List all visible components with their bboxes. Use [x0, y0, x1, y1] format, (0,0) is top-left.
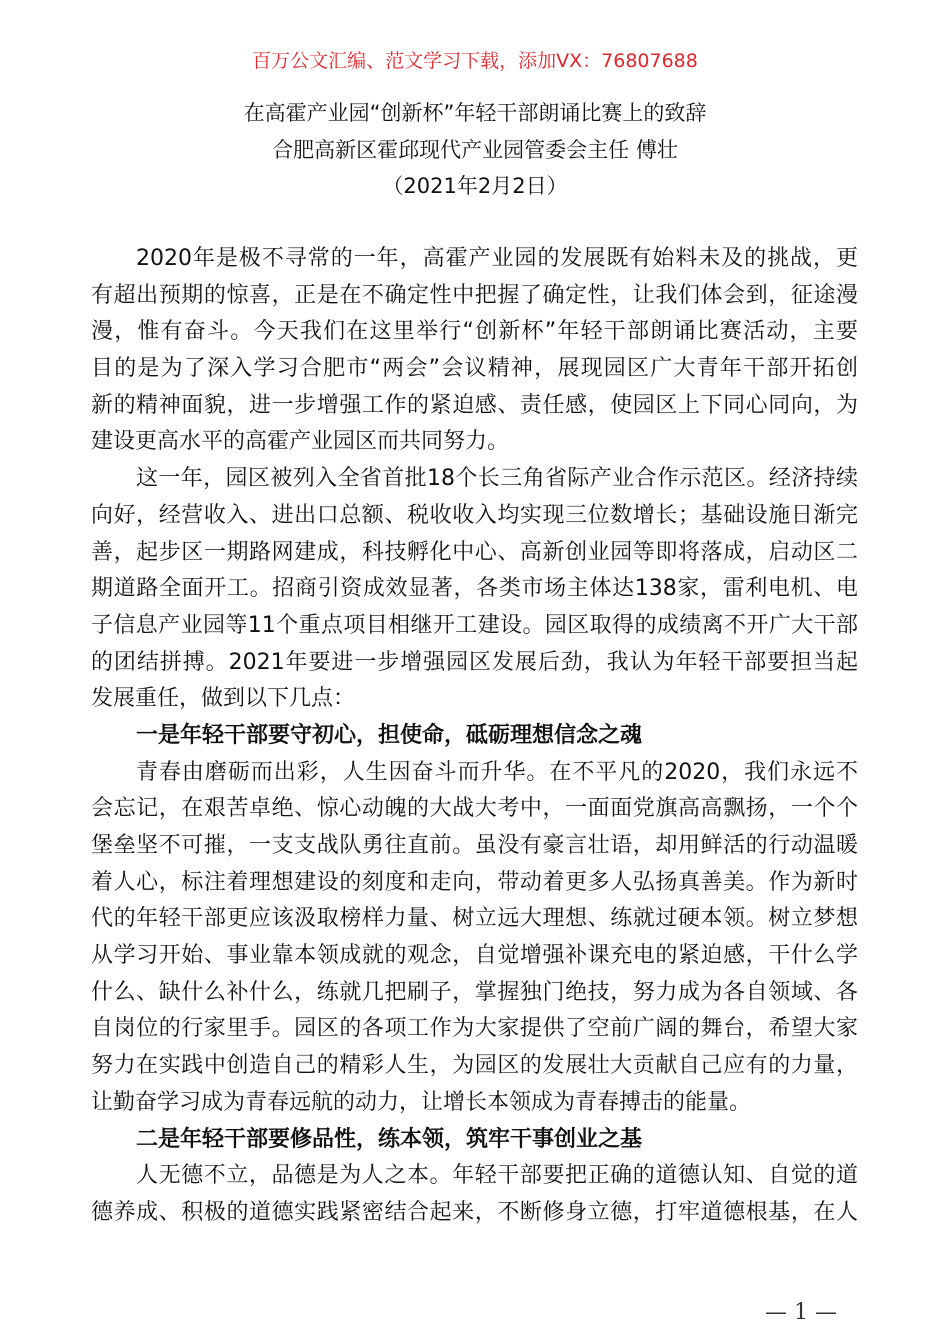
text-line: 建设更高水平的高霍产业园区而共同努力。 [91, 429, 510, 455]
text-line: 着人心，标注着理想建设的刻度和走向，带动着更多人弘扬真善美。作为新时 [91, 869, 858, 895]
document-body [91, 241, 858, 1232]
text-line: 什么、缺什么补什么，练就几把刷子，掌握独门绝技，努力成为各自领域、各 [91, 979, 858, 1005]
text-line: 德养成、积极的道德实践紧密结合起来，不断修身立德，打牢道德根基，在人 [91, 1199, 858, 1225]
paragraph [91, 241, 858, 461]
paragraph [91, 1158, 858, 1231]
document-author: 合肥高新区霍邱现代产业园管委会主任 傅壮 [272, 138, 678, 162]
paragraph [91, 461, 858, 718]
watermark-banner: 百万公文汇编、范文学习下载，添加VX：76807688 [252, 50, 698, 72]
text-line: 从学习开始、事业靠本领成就的观念，自觉增强补课充电的紧迫感，干什么学 [91, 943, 858, 969]
paragraph [91, 755, 858, 1122]
text-line: 二是年轻干部要修品性，练本领，筑牢干事创业之基 [136, 1126, 643, 1152]
text-line: 这一年，园区被列入全省首批18个长三角省际产业合作示范区。经济持续 [136, 466, 858, 492]
text-line: 堡垒坚不可摧，一支支战队勇往直前。虽没有豪言壮语，却用鲜活的行动温暖 [91, 833, 858, 858]
text-line: 子信息产业园等11个重点项目相继开工建设。园区取得的成绩离不开广大干部 [91, 612, 858, 638]
text-line: 期道路全面开工。招商引资成效显著，各类市场主体达138家，雷利电机、电 [91, 576, 858, 602]
text-line: 自岗位的行家里手。园区的各项工作为大家提供了空前广阔的舞台，希望大家 [91, 1016, 858, 1042]
text-line: 让勤奋学习成为青春远航的动力，让增长本领成为青春搏击的能量。 [91, 1089, 752, 1115]
text-line: 新的精神面貌，进一步增强工作的紧迫感、责任感，使园区上下同心同向，为 [91, 392, 858, 418]
section-heading [91, 718, 858, 755]
text-line: 代的年轻干部更应该汲取榜样力量、树立远大理想、练就过硬本领。树立梦想 [91, 906, 858, 932]
text-line: 人无德不立，品德是为人之本。年轻干部要把正确的道德认知、自觉的道 [136, 1163, 858, 1189]
text-line: 会忘记，在艰苦卓绝、惊心动魄的大战大考中，一面面党旗高高飘扬，一个个 [91, 796, 858, 822]
text-line: 有超出预期的惊喜，正是在不确定性中把握了确定性，让我们体会到，征途漫 [91, 282, 858, 308]
text-line: 一是年轻干部要守初心，担使命，砥砺理想信念之魂 [136, 722, 643, 748]
text-line: 目的是为了深入学习合肥市“两会”会议精神，展现园区广大青年干部开拓创 [91, 356, 858, 382]
text-line: 2020年是极不寻常的一年，高霍产业园的发展既有始料未及的挑战，更 [136, 246, 858, 271]
text-line: 向好，经营收入、进出口总额、税收收入均实现三位数增长；基础设施日渐完 [91, 502, 858, 528]
page-number: — 1 — [765, 1300, 837, 1325]
text-line: 的团结拼搏。2021年要进一步增强园区发展后劲，我认为年轻干部要担当起 [91, 649, 858, 675]
text-line: 漫，惟有奋斗。今天我们在这里举行“创新杯”年轻干部朗诵比赛活动，主要 [91, 319, 858, 345]
text-line: 努力在实践中创造自己的精彩人生，为园区的发展壮大贡献自己应有的力量， [91, 1053, 858, 1079]
text-line: 善，起步区一期路网建成，科技孵化中心、高新创业园等即将落成，启动区二 [91, 539, 858, 565]
text-line: 发展重任，做到以下几点： [91, 686, 356, 712]
section-heading [91, 1122, 858, 1159]
text-line: 青春由磨砺而出彩，人生因奋斗而升华。在不平凡的2020，我们永远不 [136, 759, 858, 785]
document-date: （2021年2月2日） [382, 174, 568, 198]
document-title: 在高霍产业园“创新杯”年轻干部朗诵比赛上的致辞 [243, 101, 707, 125]
